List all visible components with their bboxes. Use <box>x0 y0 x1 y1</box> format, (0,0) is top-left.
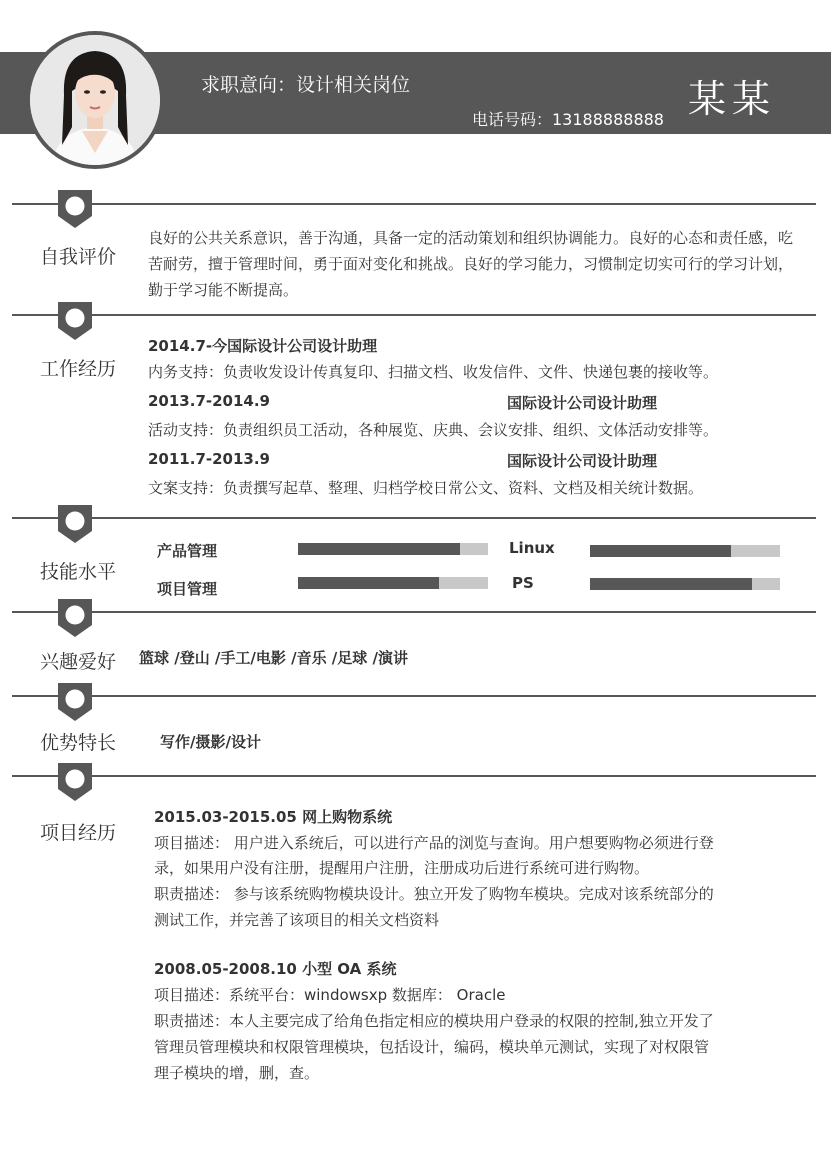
project-line: 管理员管理模块和权限管理模块，包括设计，编码，模块单元测试，实现了对权限管 <box>154 1038 710 1056</box>
section-title-hobbies: 兴趣爱好 <box>39 651 116 673</box>
section-title-self-eval: 自我评价 <box>39 246 116 268</box>
section-title-work: 工作经历 <box>39 358 116 380</box>
skill-bar <box>590 545 780 557</box>
section-badge-icon <box>58 302 92 340</box>
section-title-strengths: 优势特长 <box>39 732 116 754</box>
work-company: 国际设计公司设计助理 <box>507 394 658 412</box>
portrait-photo <box>30 35 160 165</box>
work-period: 2014.7-今国际设计公司设计助理 <box>148 337 378 355</box>
project-line: 项目描述：系统平台：windowsxp 数据库： Oracle <box>154 986 506 1004</box>
section-badge-icon <box>58 763 92 801</box>
avatar <box>26 31 164 169</box>
skill-bar <box>298 577 488 589</box>
work-desc: 活动支持：负责组织员工活动，各种展览、庆典、会议安排、组织、文体活动安排等。 <box>148 421 719 439</box>
project-line: 测试工作，并完善了该项目的相关文档资料 <box>154 911 440 929</box>
project-line: 理子模块的增，删，查。 <box>154 1064 320 1082</box>
section-title-skills: 技能水平 <box>39 561 116 583</box>
skill-bar-fill <box>298 577 439 589</box>
skill-name: Linux <box>509 539 555 557</box>
skill-name: 产品管理 <box>157 542 218 560</box>
self-eval-text: 良好的公共关系意识，善于沟通，具备一定的活动策划和组织协调能力。良好的心态和责任感，吃苦耐劳，擅于管理时间，勇于面对变化和挑战。良好的学习能力，习惯制定切实可行的学习计划，勤于学习能不断提高。 <box>148 229 794 299</box>
section-divider <box>12 695 816 697</box>
section-divider <box>12 517 816 519</box>
work-company: 国际设计公司设计助理 <box>507 452 658 470</box>
section-badge-icon <box>58 505 92 543</box>
work-period: 2011.7-2013.9 <box>148 450 270 468</box>
project-line: 录，如果用户没有注册，提醒用户注册，注册成功后进行系统可进行购物。 <box>154 859 650 877</box>
skill-name: PS <box>512 574 534 592</box>
project-heading: 2008.05-2008.10 小型 OA 系统 <box>154 960 397 978</box>
project-line: 职责描述：本人主要完成了给角色指定相应的模块用户登录的权限的控制,独立开发了 <box>154 1012 714 1030</box>
section-badge-icon <box>58 599 92 637</box>
skill-bar <box>298 543 488 555</box>
job-intent: 求职意向：设计相关岗位 <box>201 74 411 96</box>
section-divider <box>12 203 816 205</box>
section-badge-icon <box>58 683 92 721</box>
work-period: 2013.7-2014.9 <box>148 392 270 410</box>
candidate-name: 某某 <box>688 77 777 121</box>
skill-bar-fill <box>590 578 752 590</box>
section-divider <box>12 775 816 777</box>
work-desc: 文案支持：负责撰写起草、整理、归档学校日常公文、资料、文档及相关统计数据。 <box>148 479 704 497</box>
section-badge-icon <box>58 190 92 228</box>
project-line: 项目描述： 用户进入系统后，可以进行产品的浏览与查询。用户想要购物必须进行登 <box>154 834 714 852</box>
work-desc: 内务支持：负责收发设计传真复印、扫描文档、收发信件、文件、快递包裹的接收等。 <box>148 363 719 381</box>
skill-bar-fill <box>298 543 460 555</box>
section-divider <box>12 314 816 316</box>
skill-bar <box>590 578 780 590</box>
hobbies-text: 篮球 /登山 /手工/电影 /音乐 /足球 /演讲 <box>139 649 408 667</box>
section-title-projects: 项目经历 <box>39 822 116 844</box>
project-line: 职责描述： 参与该系统购物模块设计。独立开发了购物车模块。完成对该系统部分的 <box>154 885 714 903</box>
skill-name: 项目管理 <box>157 580 218 598</box>
strengths-text: 写作/摄影/设计 <box>160 733 261 751</box>
phone-number: 电话号码：13188888888 <box>472 110 664 129</box>
section-divider <box>12 611 816 613</box>
skill-bar-fill <box>590 545 731 557</box>
project-heading: 2015.03-2015.05 网上购物系统 <box>154 808 393 826</box>
